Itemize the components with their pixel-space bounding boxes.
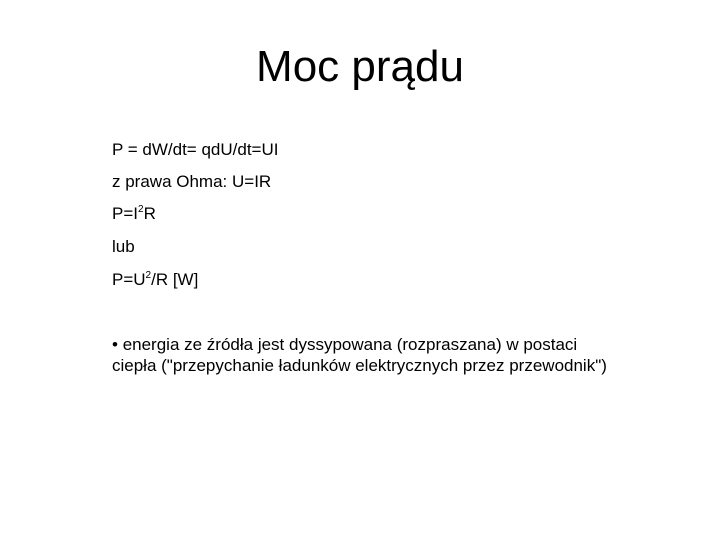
bullet-marker: • [112,335,118,354]
bullet-text-line2: ciepła ("przepychanie ładunków elektrycznych przez przewodnik") [112,356,607,375]
power-i2r-formula [112,204,156,224]
power-i2r-part-a: P=I [112,204,138,223]
lub-text: lub [112,237,135,256]
power-u2r-formula [112,270,198,290]
power-i2r-exponent: 2 [138,204,144,215]
power-u2r-exponent: 2 [145,270,152,281]
power-u2r-part-b: /R [W] [151,270,199,289]
power-i2r-part-b: R [143,204,156,223]
power-formula: P = dW/dt= qdU/dt=UI [112,140,279,159]
slide-title: Moc prądu [256,42,464,91]
power-u2r-part-a: P=U [112,270,146,289]
bullet-point [112,334,672,376]
bullet-text-line1: energia ze źródła jest dyssypowana (rozpraszana) w postaci [122,335,578,354]
ohm-law-line: z prawa Ohma: U=IR [112,172,272,191]
